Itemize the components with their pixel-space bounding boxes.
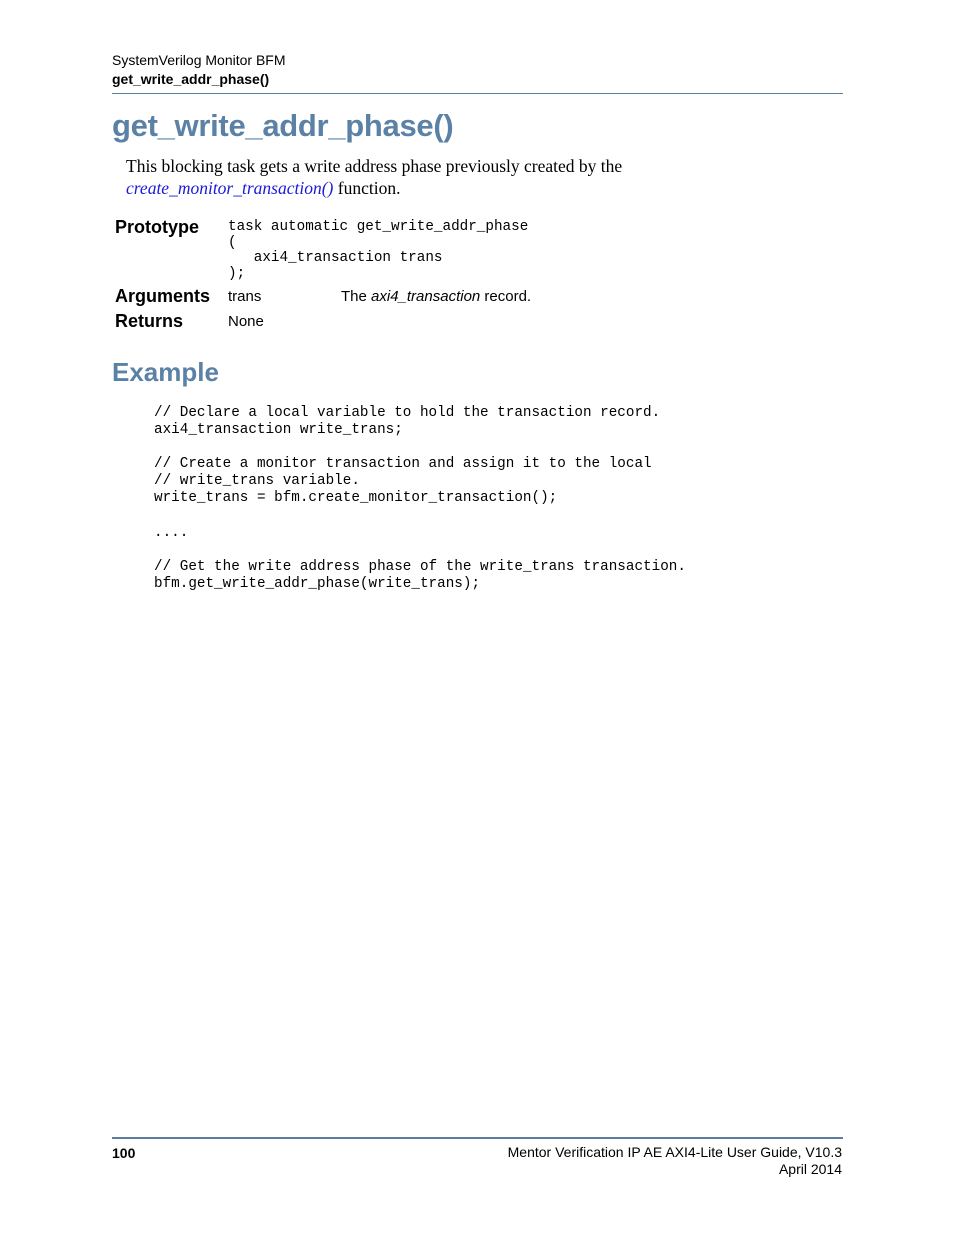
page-title: get_write_addr_phase()	[112, 108, 454, 143]
header-rule	[112, 93, 843, 94]
argument-desc-prefix: The	[341, 288, 372, 305]
intro-paragraph	[126, 155, 726, 199]
intro-text-end: function.	[333, 178, 401, 198]
footer-date: April 2014	[778, 1161, 842, 1177]
running-header-section: SystemVerilog Monitor BFM	[112, 52, 286, 68]
footer-info	[508, 1144, 842, 1178]
create-monitor-transaction-link[interactable]: create_monitor_transaction()	[126, 178, 334, 198]
example-code: // Declare a local variable to hold the transaction record. axi4_transaction write_trans; // Create a monitor transaction and assign it to the local // write_trans variable. write_trans = bfm.create_monitor_transaction(); .... // Get the write address phase of the write_trans transaction. bfm.get_write_addr_phase(write_trans);	[154, 405, 686, 592]
arguments-label: Arguments	[115, 286, 211, 306]
returns-label: Returns	[115, 311, 184, 331]
prototype-code: task automatic get_write_addr_phase ( axi4_transaction trans );	[228, 219, 529, 282]
prototype-label: Prototype	[115, 217, 200, 237]
running-header-topic: get_write_addr_phase()	[112, 71, 270, 87]
returns-value: None	[228, 313, 264, 330]
example-heading: Example	[112, 357, 219, 387]
argument-description	[341, 288, 531, 305]
footer-guide-title: Mentor Verification IP AE AXI4-Lite User Guide, V10.3	[507, 1144, 842, 1160]
argument-desc-suffix: record.	[480, 288, 532, 305]
intro-text: This blocking task gets a write address phase previously created by the	[126, 156, 623, 176]
argument-name: trans	[228, 288, 262, 305]
footer-rule	[112, 1137, 843, 1139]
argument-desc-type: axi4_transaction	[371, 288, 481, 305]
page-number: 100	[112, 1145, 136, 1161]
